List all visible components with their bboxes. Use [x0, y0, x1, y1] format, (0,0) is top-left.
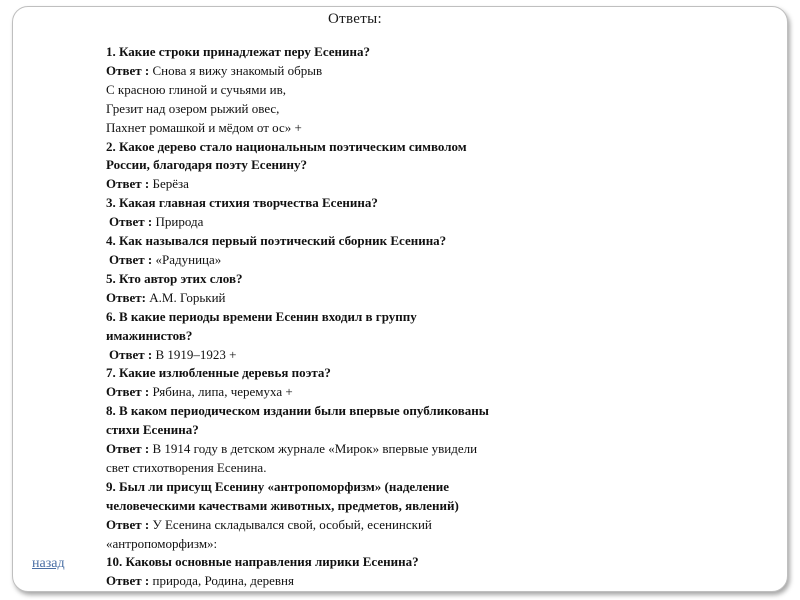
question-8-line-2: стихи Есенина? [106, 422, 199, 438]
answer-label: Ответ : [109, 346, 153, 362]
answer-8 [106, 440, 586, 459]
answer-5 [106, 289, 586, 308]
question-8: 8. В каком периодическом издании были впервые опубликованы [106, 403, 489, 419]
question-2-line-2: России, благодаря поэту Есенину? [106, 157, 307, 173]
question-3: 3. Какая главная стихия творчества Есенина? [106, 195, 378, 211]
question-4: 4. Как назывался первый поэтический сборник Есенина? [106, 233, 447, 249]
qa-list [106, 43, 586, 591]
answer-7-text: Рябина, липа, черемуха + [152, 384, 293, 400]
question-9: 9. Был ли присущ Есенину «антропоморфизм» (наделение [106, 478, 449, 494]
answer-3 [106, 213, 586, 232]
answer-6-text: В 1919–1923 + [155, 346, 237, 362]
answer-7 [106, 383, 586, 402]
answer-8-line-2: свет стихотворения Есенина. [106, 459, 267, 475]
question-10: 10. Каковы основные направления лирики Есенина? [106, 554, 419, 570]
answer-9 [106, 516, 586, 535]
answer-1-line-3: Грезит над озером рыжий овес, [106, 100, 280, 116]
answer-4 [106, 251, 586, 270]
answer-6 [106, 346, 586, 365]
answer-3-text: Природа [155, 214, 204, 230]
question-9-line-2: человеческими качествами животных, предметов, явлений) [106, 497, 459, 513]
answer-10 [106, 572, 586, 591]
answer-label: Ответ : [109, 251, 153, 267]
answer-9-line-2: «антропоморфизм»: [106, 535, 218, 551]
slide-title: Ответы: [328, 11, 382, 27]
answer-label: Ответ : [106, 62, 150, 78]
answer-1 [106, 62, 586, 81]
answer-label: Ответ : [106, 384, 150, 400]
answer-1-line-4: Пахнет ромашкой и мёдом от ос» + [106, 119, 302, 135]
answer-label: Ответ : [106, 176, 150, 192]
answer-1-text: Снова я вижу знакомый обрыв [152, 62, 323, 78]
answer-9-text: У Есенина складывался свой, особый, есенинский [152, 516, 432, 532]
answer-8-text: В 1914 году в детском журнале «Мирок» впервые увидели [152, 441, 478, 457]
answer-2-text: Берёза [152, 176, 189, 192]
answer-10-text: природа, Родина, деревня [152, 573, 294, 589]
question-6-line-2: имажинистов? [106, 327, 193, 343]
answer-label: Ответ : [109, 214, 153, 230]
question-6: 6. В какие периоды времени Есенин входил в группу [106, 308, 417, 324]
question-1: 1. Какие строки принадлежат перу Есенина? [106, 44, 371, 59]
answer-label: Ответ : [106, 573, 150, 589]
question-5: 5. Кто автор этих слов? [106, 270, 243, 286]
answer-2 [106, 175, 586, 194]
back-link[interactable]: назад [32, 556, 65, 571]
question-7: 7. Какие излюбленные деревья поэта? [106, 365, 331, 381]
answer-4-text: «Радуница» [155, 251, 222, 267]
answer-label: Ответ: [106, 289, 147, 305]
answer-1-line-2: С красною глиной и сучьями ив, [106, 81, 287, 97]
answer-5-text: А.М. Горький [149, 289, 226, 305]
answer-label: Ответ : [106, 516, 150, 532]
question-2: 2. Какое дерево стало национальным поэтическим символом [106, 138, 467, 154]
answer-label: Ответ : [106, 441, 150, 457]
